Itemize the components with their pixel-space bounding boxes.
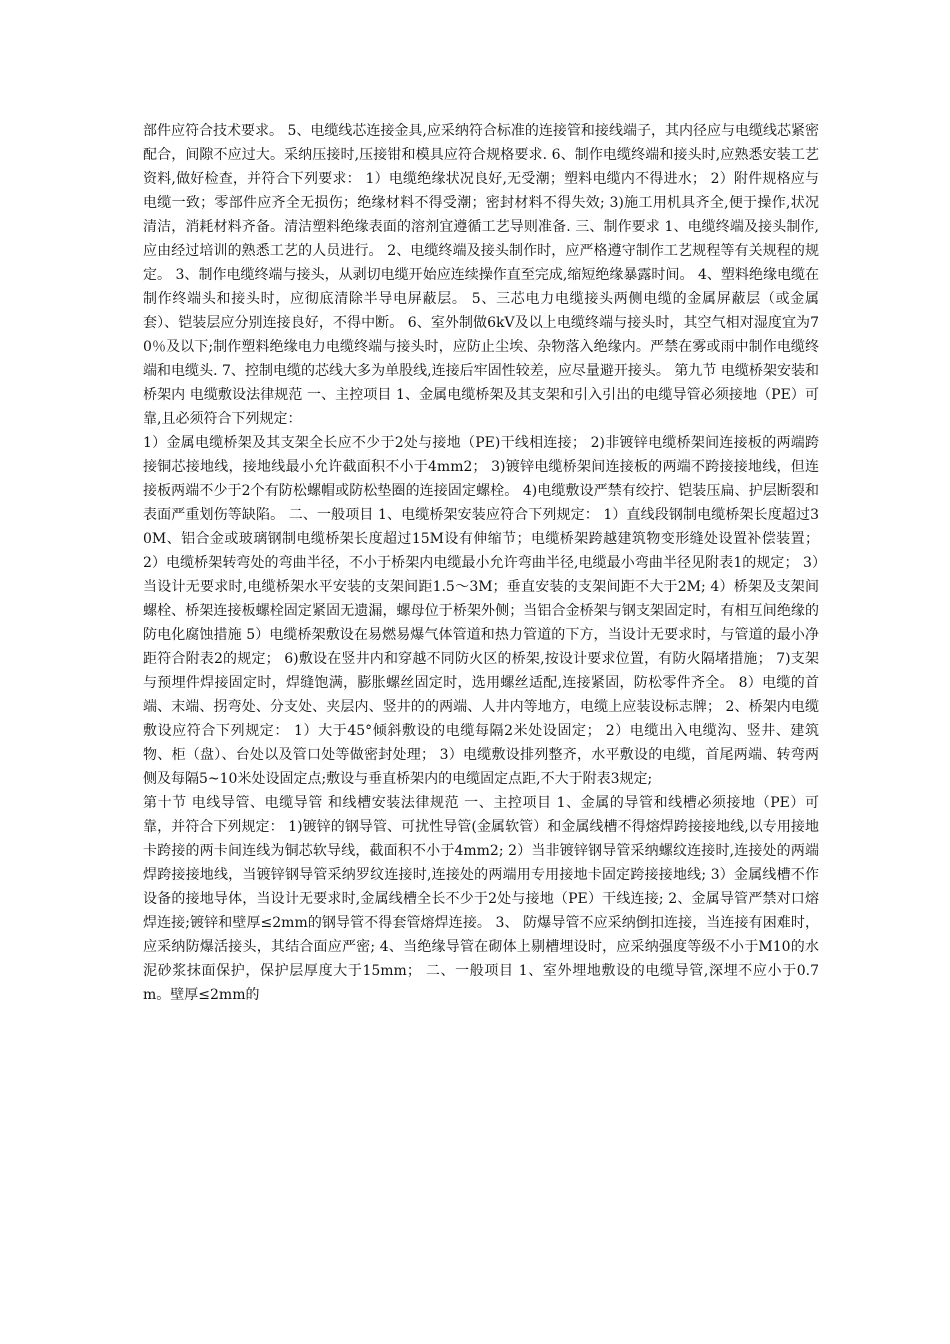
document-body [143, 119, 819, 1007]
paragraph-cable-tray-rules: 1）金属电缆桥架及其支架全长应不少于2处与接地（PE)干线相连接； 2)非镀锌电缆桥架间连接板的两端跨接铜芯接地线，接地线最小允许截面积不小于4mm2； 3)镀锌电缆桥架间连接板的两端不跨接接地线，但连接板两端不少于2个有防松螺帽或防松垫圈的连接固定螺栓。 4)电缆敷设严禁有绞拧、铠装压扁、护层断裂和表面严重划伤等缺陷。 二、一般项目 1、电缆桥架安装应符合下列规定： 1）直线段钢制电缆桥架长度超过30M、铝合金或玻璃钢制电缆桥架长度超过15M设有伸缩节；电缆桥架跨越建筑物变形缝处设置补偿装置； 2）电缆桥架转弯处的弯曲半径，不小于桥架内电缆最小允许弯曲半径,电缆最小弯曲半径见附表1的规定； 3）当设计无要求时,电缆桥架水平安装的支架间距1.5～3M；垂直安装的支架间距不大于2M; 4）桥架及支架间螺栓、桥架连接板螺栓固定紧固无遗漏，螺母位于桥架外侧；当铝合金桥架与钢支架固定时，有相互间绝缘的防电化腐蚀措施 5）电缆桥架敷设在易燃易爆气体管道和热力管道的下方，当设计无要求时，与管道的最小净距符合附表2的规定； 6)敷设在竖井内和穿越不同防火区的桥架,按设计要求位置，有防火隔堵措施； 7)支架与预埋件焊接固定时，焊缝饱满，膨胀螺丝固定时，选用螺丝适配,连接紧固，防松零件齐全。 8）电缆的首端、末端、拐弯处、分支处、夹层内、竖井的的两端、人井内等地方，电缆上应装设标志牌； 2、桥架内电缆敷设应符合下列规定： 1）大于45°倾斜敷设的电缆每隔2米处设固定； 2）电缆出入电缆沟、竖井、建筑物、柜（盘）、台处以及管口处等做密封处理； 3）电缆敷设排列整齐，水平敷设的电缆，首尾两端、转弯两侧及每隔5~10米处设固定点;敷设与垂直桥架内的电缆固定点距,不大于附表3规定; [143, 435, 819, 787]
paragraph-conduit-rules: 第十节 电线导管、电缆导管 和线槽安装法律规范 一、主控项目 1、金属的导管和线槽必须接地（PE）可靠，并符合下列规定： 1)镀锌的钢导管、可扰性导管(金属软管）和金属线槽不得熔焊跨接接地线,以专用接地卡跨接的两卡间连线为铜芯软导线，截面积不小于4mm2; 2）当非镀锌钢导管采纳螺纹连接时,连接处的两端焊跨接接地线，当镀锌钢导管采纳罗纹连接时,连接处的两端用专用接地卡固定跨接接地线; 3）金属线槽不作设备的接地导体，当设计无要求时,金属线槽全长不少于2处与接地（PE）干线连接; 2、金属导管严禁对口熔焊连接;镀锌和壁厚≤2mm的钢导管不得套管熔焊连接。 3、 防爆导管不应采纳倒扣连接，当连接有困难时，应采纳防爆活接头，其结合面应严密; 4、当绝缘导管在砌体上剔槽埋设时，应采纳强度等级不小于M10的水泥砂浆抹面保护，保护层厚度大于15mm； 二、一般项目 1、室外埋地敷设的电缆导管,深埋不应小于0.7m。壁厚≤2mm的 [143, 795, 819, 1003]
paragraph-cable-termination: 部件应符合技术要求。 5、电缆线芯连接金具,应采纳符合标准的连接管和接线端子，其内径应与电缆线芯紧密配合，间隙不应过大。采纳压接时,压接钳和模具应符合规格要求. 6、制作电缆终端和接头时,应熟悉安装工艺资料,做好检查，并符合下列要求： 1）电缆绝缘状况良好,无受潮；塑料电缆内不得进水； 2）附件规格应与电缆一致；零部件应齐全无损伤；绝缘材料不得受潮；密封材料不得失效; 3)施工用机具齐全,便于操作,状况清洁，消耗材料齐备。清洁塑料绝缘表面的溶剂宜遵循工艺导则准备. 三、制作要求 1、电缆终端及接头制作,应由经过培训的熟悉工艺的人员进行。 2、电缆终端及接头制作时，应严格遵守制作工艺规程等有关规程的规定。 3、制作电缆终端与接头，从剥切电缆开始应连续操作直至完成,缩短绝缘暴露时间。 4、塑料绝缘电缆在制作终端头和接头时，应彻底清除半导电屏蔽层。 5、三芯电力电缆接头两侧电缆的金属屏蔽层（或金属套）、铠装层应分别连接良好，不得中断。 6、室外制做6kV及以上电缆终端与接头时，其空气相对湿度宜为70％及以下;制作塑料绝缘电力电缆终端与接头时，应防止尘埃、杂物落入绝缘内。严禁在雾或雨中制作电缆终端和电缆头. 7、控制电缆的芯线大多为单股线,连接后牢固性较差，应尽量避开接头。 第九节 电缆桥架安装和桥架内 电缆敷设法律规范 一、主控项目 1、金属电缆桥架及其支架和引入引出的电缆导管必须接地（PE）可靠,且必须符合下列规定： [143, 123, 819, 427]
